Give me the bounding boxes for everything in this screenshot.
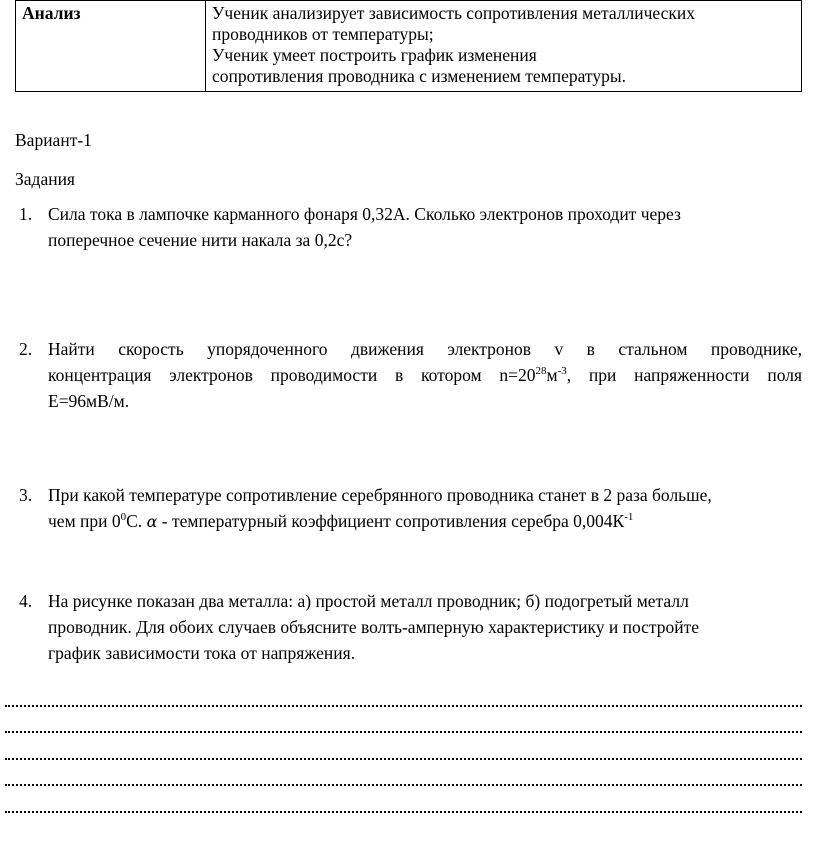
task-number: 1. [19,204,33,224]
task-text-fragment: м [546,365,558,385]
tasks-heading: Задания [15,169,75,189]
answer-dotted-line[interactable] [5,766,802,793]
answer-lines [5,686,802,819]
task-2 [15,336,802,414]
task-number: 2. [19,339,33,359]
task-text-fragment: концентрация электронов проводимости в котором n=20 [48,365,536,385]
task-1 [15,201,802,253]
answer-dotted-line[interactable] [5,713,802,740]
criteria-table [15,0,802,92]
task-line: На рисунке показан два металла: а) простой металл проводник; б) подогретый металл [48,591,689,611]
task-line: E=96мВ/м. [48,391,130,411]
criteria-line: проводников от температуры; [212,24,434,44]
task-line [48,508,802,535]
task-text-fragment: - температурный коэффициент сопротивления серебра 0,004К [157,511,625,531]
task-line: Сила тока в лампочке карманного фонаря 0,32А. Сколько электронов проходит через [48,204,681,224]
task-line [48,362,802,388]
exponent: 28 [535,365,547,377]
task-text-fragment: , при напряженности поля [566,365,802,385]
criteria-description [206,1,802,92]
task-4 [15,588,802,666]
task-text [48,336,802,414]
variant-heading: Вариант-1 [15,130,92,150]
criteria-line: сопротивления проводника с изменением температуры. [212,66,626,86]
task-line: график зависимости тока от напряжения. [48,643,356,663]
answer-dotted-line[interactable] [5,739,802,766]
alpha-symbol: α [146,512,158,531]
task-text-fragment: С. [126,511,147,531]
criteria-label: Анализ [16,1,206,92]
task-3 [15,482,802,535]
task-text [48,482,802,535]
exponent: 0 [120,511,127,523]
criteria-line: Ученик умеет построить график изменения [212,45,537,65]
answer-dotted-line[interactable] [5,686,802,713]
exponent: -1 [624,511,634,523]
task-text [48,201,802,253]
task-text-fragment: чем при 0 [48,511,121,531]
task-text [48,588,802,666]
answer-dotted-line[interactable] [5,792,802,819]
task-line: Найти скорость упорядоченного движения электронов v в стальном проводнике, [48,339,802,359]
criteria-line: Ученик анализирует зависимость сопротивления металлических [212,3,695,23]
task-number: 3. [19,485,33,505]
criteria-row [16,1,802,92]
task-line: поперечное сечение нити накала за 0,2с? [48,230,353,250]
task-line: При какой температуре сопротивление серебрянного проводника станет в 2 раза больше, [48,485,712,505]
exponent: -3 [557,365,567,377]
task-number: 4. [19,591,33,611]
task-line: проводник. Для обоих случаев объясните волть-амперную характеристику и постройте [48,617,700,637]
